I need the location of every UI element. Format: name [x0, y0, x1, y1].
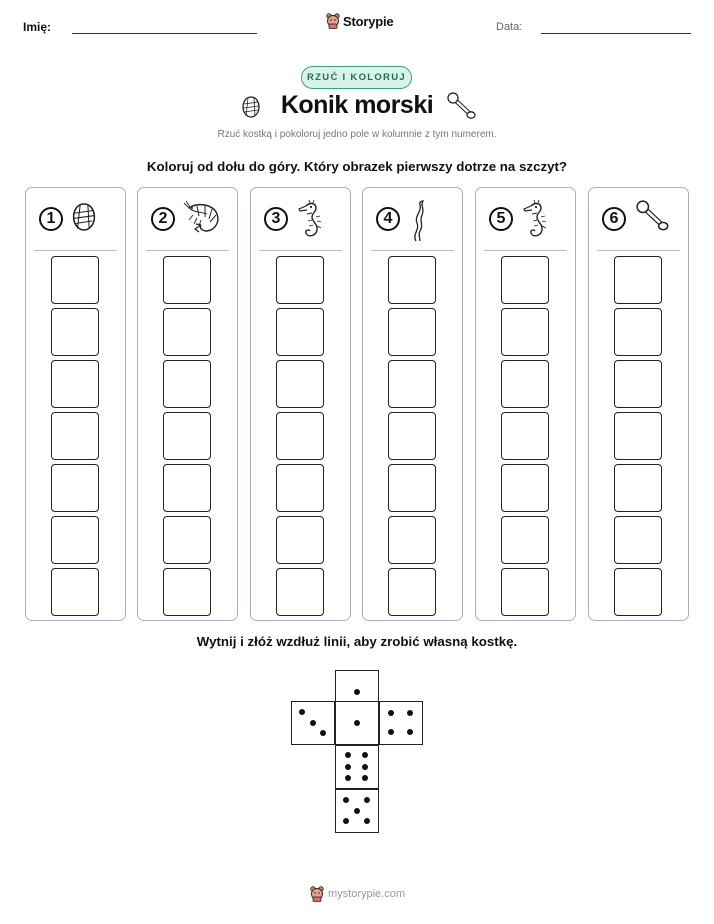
dice-column-6	[588, 187, 689, 621]
color-cell[interactable]	[501, 568, 549, 616]
name-label: Imię:	[23, 20, 52, 34]
color-cell[interactable]	[163, 568, 211, 616]
dice-pip	[343, 797, 349, 803]
dice-pip	[364, 818, 370, 824]
column-divider	[484, 250, 567, 251]
color-cell[interactable]	[276, 412, 324, 460]
dice-pip	[310, 720, 316, 726]
color-cell[interactable]	[51, 360, 99, 408]
dice-pip	[362, 775, 368, 781]
color-cell[interactable]	[163, 464, 211, 512]
column-number: 4	[376, 207, 400, 231]
color-cell[interactable]	[614, 412, 662, 460]
seaweed-icon	[408, 200, 428, 247]
dice-pip	[407, 729, 413, 735]
color-cell[interactable]	[614, 568, 662, 616]
shell-icon	[241, 95, 261, 119]
color-cell[interactable]	[276, 516, 324, 564]
color-cell[interactable]	[163, 412, 211, 460]
color-cell[interactable]	[388, 256, 436, 304]
color-cell[interactable]	[276, 360, 324, 408]
dice-pip	[362, 764, 368, 770]
color-cell[interactable]	[501, 256, 549, 304]
date-line[interactable]	[541, 33, 691, 34]
dice-pip	[407, 710, 413, 716]
color-cell[interactable]	[51, 308, 99, 356]
color-cell[interactable]	[501, 412, 549, 460]
dice-column-2	[137, 187, 238, 621]
bone-icon	[446, 92, 478, 122]
color-cell[interactable]	[614, 516, 662, 564]
brand-logo	[326, 13, 393, 29]
dice-pip	[388, 710, 394, 716]
brand-name: Storypie	[343, 13, 394, 29]
footer-url: mystorypie.com	[328, 888, 406, 900]
dice-column-1	[25, 187, 126, 621]
color-cell[interactable]	[388, 308, 436, 356]
column-number: 6	[602, 207, 626, 231]
dice-face-1	[335, 701, 379, 745]
dice-face-6	[335, 745, 379, 789]
color-cell[interactable]	[163, 360, 211, 408]
color-cell[interactable]	[276, 256, 324, 304]
column-divider	[597, 250, 680, 251]
color-cell[interactable]	[388, 568, 436, 616]
instruction: Koloruj od dołu do góry. Który obrazek pierwszy dotrze na szczyt?	[146, 159, 568, 174]
color-cell[interactable]	[163, 516, 211, 564]
dice-face-5	[335, 789, 379, 833]
dice-face-3	[291, 701, 335, 745]
color-cell[interactable]	[51, 464, 99, 512]
column-divider	[146, 250, 229, 251]
color-cell[interactable]	[501, 360, 549, 408]
column-number: 1	[39, 207, 63, 231]
color-cell[interactable]	[51, 256, 99, 304]
dice-pip	[345, 764, 351, 770]
dice-pip	[343, 818, 349, 824]
column-divider	[371, 250, 454, 251]
bear-icon	[310, 886, 324, 902]
color-cell[interactable]	[51, 516, 99, 564]
color-cell[interactable]	[51, 412, 99, 460]
bear-icon	[326, 13, 340, 29]
color-cell[interactable]	[614, 464, 662, 512]
footer	[310, 886, 405, 902]
color-cell[interactable]	[614, 256, 662, 304]
column-divider	[34, 250, 117, 251]
column-divider	[259, 250, 342, 251]
column-number: 5	[489, 207, 513, 231]
color-cell[interactable]	[388, 412, 436, 460]
dice-pip	[354, 720, 360, 726]
color-cell[interactable]	[163, 308, 211, 356]
dice-pip	[354, 808, 360, 814]
color-cell[interactable]	[388, 360, 436, 408]
column-number: 3	[264, 207, 288, 231]
activity-badge: RZUĆ I KOLORUJ	[301, 66, 412, 89]
dice-pip	[320, 730, 326, 736]
color-cell[interactable]	[501, 464, 549, 512]
dice-pip	[345, 775, 351, 781]
dice-column-4	[362, 187, 463, 621]
seahorse-icon	[521, 200, 549, 245]
dice-face-4	[379, 701, 423, 745]
name-line[interactable]	[72, 33, 257, 34]
dice-pip	[362, 752, 368, 758]
color-cell[interactable]	[501, 308, 549, 356]
dice-pip	[364, 797, 370, 803]
seahorse-icon	[296, 200, 324, 245]
page-title: Konik morski	[280, 91, 434, 119]
subtitle: Rzuć kostką i pokoloruj jedno pole w kolumnie z tym numerem.	[217, 129, 497, 140]
cut-instruction: Wytnij i złóż wzdłuż linii, aby zrobić własną kostkę.	[196, 634, 518, 649]
color-cell[interactable]	[276, 464, 324, 512]
color-cell[interactable]	[614, 308, 662, 356]
dice-pip	[299, 709, 305, 715]
color-cell[interactable]	[276, 568, 324, 616]
color-cell[interactable]	[614, 360, 662, 408]
dice-column-3	[250, 187, 351, 621]
color-cell[interactable]	[388, 516, 436, 564]
dice-column-5	[475, 187, 576, 621]
date-label: Data:	[496, 21, 523, 33]
color-cell[interactable]	[501, 516, 549, 564]
color-cell[interactable]	[276, 308, 324, 356]
dice-pip	[354, 689, 360, 695]
column-number: 2	[151, 207, 175, 231]
color-cell[interactable]	[51, 568, 99, 616]
dice-pip	[388, 729, 394, 735]
dice-pip	[345, 752, 351, 758]
color-cell[interactable]	[388, 464, 436, 512]
shrimp-icon	[183, 200, 223, 241]
shell-icon	[71, 200, 97, 239]
color-cell[interactable]	[163, 256, 211, 304]
bone-icon	[634, 200, 672, 239]
